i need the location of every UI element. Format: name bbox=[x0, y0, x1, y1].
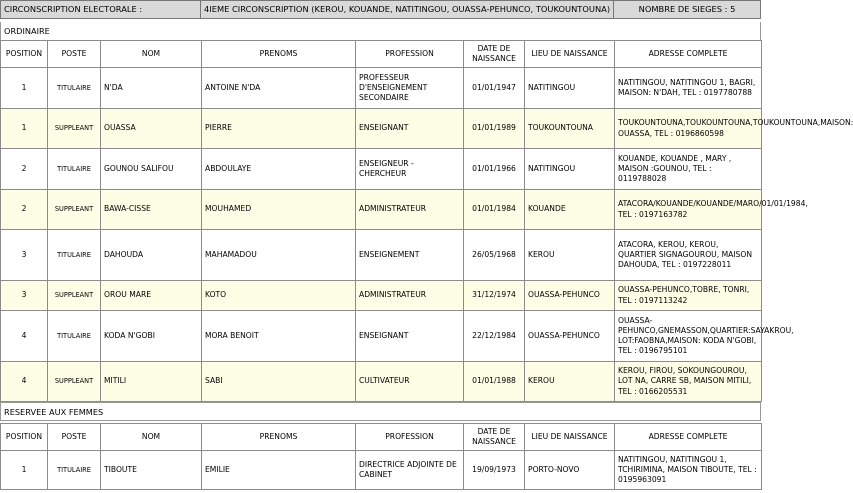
cell-poste: TITULAIRE bbox=[48, 311, 101, 362]
col-lieu: LIEU DE NAISSANCE bbox=[525, 41, 615, 68]
cell-lieu: OUASSA-PEHUNCO bbox=[525, 311, 615, 362]
table-header-row bbox=[1, 41, 762, 68]
cell-prenoms: ANTOINE N'DA bbox=[202, 68, 356, 109]
cell-profession: ENSEIGNANT bbox=[356, 109, 464, 149]
cell-poste: SUPPLEANT bbox=[48, 190, 101, 230]
cell-lieu: OUASSA-PEHUNCO bbox=[525, 281, 615, 311]
cell-profession: PROFESSEUR D'ENSEIGNEMENT SECONDAIRE bbox=[356, 68, 464, 109]
col-lieu: LIEU DE NAISSANCE bbox=[525, 424, 615, 451]
cell-date: 01/01/1947 bbox=[464, 68, 525, 109]
cell-date: 01/01/1966 bbox=[464, 149, 525, 190]
cell-nom: TIBOUTE bbox=[101, 451, 202, 490]
section-femmes: RESERVEE AUX FEMMES bbox=[0, 402, 761, 421]
cell-date: 01/01/1984 bbox=[464, 190, 525, 230]
cell-position: 3 bbox=[1, 281, 48, 311]
table-row bbox=[1, 362, 762, 402]
cell-adresse: NATITINGOU, NATITINGOU 1, TCHIRIMINA, MAISON TIBOUTE, TEL : 0195963091 bbox=[615, 451, 762, 490]
cell-nom: N'DA bbox=[101, 68, 202, 109]
cell-poste: TITULAIRE bbox=[48, 149, 101, 190]
table-row bbox=[1, 109, 762, 149]
col-profession: PROFESSION bbox=[356, 41, 464, 68]
cell-profession: DIRECTRICE ADJOINTE DE CABINET bbox=[356, 451, 464, 490]
col-adresse: ADRESSE COMPLETE bbox=[615, 424, 762, 451]
cell-adresse: NATITINGOU, NATITINGOU 1, BAGRI, MAISON: N'DAH, TEL : 0197780788 bbox=[615, 68, 762, 109]
cell-prenoms: ABDOULAYE bbox=[202, 149, 356, 190]
cell-adresse: ATACORA, KEROU, KEROU, QUARTIER SIGNAGOUROU, MAISON DAHOUDA, TEL : 0197228011 bbox=[615, 230, 762, 281]
cell-adresse: ATACORA/KOUANDE/KOUANDE/MARO/01/01/1984, TEL : 0197163782 bbox=[615, 190, 762, 230]
cell-nom: OROU MARE bbox=[101, 281, 202, 311]
cell-date: 22/12/1984 bbox=[464, 311, 525, 362]
cell-prenoms: MOUHAMED bbox=[202, 190, 356, 230]
cell-profession: ENSEIGNANT bbox=[356, 311, 464, 362]
candidates-table-femmes bbox=[0, 423, 762, 490]
cell-adresse: OUASSA-PEHUNCO,TOBRE, TONRI, TEL : 0197113242 bbox=[615, 281, 762, 311]
cell-position: 4 bbox=[1, 362, 48, 402]
col-nom: NOM bbox=[101, 424, 202, 451]
cell-adresse: TOUKOUNTOUNA,TOUKOUNTOUNA,TOUKOUNTOUNA,MAISON: OUASSA, TEL : 0196860598 bbox=[615, 109, 762, 149]
cell-lieu: TOUKOUNTOUNA bbox=[525, 109, 615, 149]
candidates-table-ordinaire bbox=[0, 40, 853, 402]
cell-profession: ENSEIGNEUR - CHERCHEUR bbox=[356, 149, 464, 190]
cell-adresse: OUASSA-PEHUNCO,GNEMASSON,QUARTIER:SAYAKROU, LOT:FAOBNA,MAISON: KODA N'GOBI, TEL : 0196795101 bbox=[615, 311, 762, 362]
cell-date: 19/09/1973 bbox=[464, 451, 525, 490]
table-row bbox=[1, 451, 762, 490]
seats-count: NOMBRE DE SIEGES : 5 bbox=[613, 0, 761, 19]
cell-position: 3 bbox=[1, 230, 48, 281]
constituency-label: CIRCONSCRIPTION ELECTORALE : bbox=[0, 0, 201, 19]
cell-prenoms: PIERRE bbox=[202, 109, 356, 149]
cell-position: 2 bbox=[1, 190, 48, 230]
cell-date: 26/05/1968 bbox=[464, 230, 525, 281]
cell-prenoms: MAHAMADOU bbox=[202, 230, 356, 281]
cell-prenoms: SABI bbox=[202, 362, 356, 402]
cell-poste: TITULAIRE bbox=[48, 68, 101, 109]
cell-lieu: KOUANDE bbox=[525, 190, 615, 230]
table-row bbox=[1, 68, 762, 109]
cell-position: 4 bbox=[1, 311, 48, 362]
header-bar bbox=[0, 0, 761, 19]
cell-adresse: KOUANDE, KOUANDE , MARY , MAISON :GOUNOU, TEL : 0119788028 bbox=[615, 149, 762, 190]
cell-date: 31/12/1974 bbox=[464, 281, 525, 311]
cell-lieu: NATITINGOU bbox=[525, 149, 615, 190]
cell-nom: BAWA-CISSE bbox=[101, 190, 202, 230]
cell-prenoms: MORA BENOIT bbox=[202, 311, 356, 362]
cell-nom: GOUNOU SALIFOU bbox=[101, 149, 202, 190]
cell-position: 2 bbox=[1, 149, 48, 190]
cell-poste: SUPPLEANT bbox=[48, 362, 101, 402]
col-poste: POSTE bbox=[48, 41, 101, 68]
cell-nom: OUASSA bbox=[101, 109, 202, 149]
col-prenoms: PRENOMS bbox=[202, 424, 356, 451]
cell-position: 1 bbox=[1, 109, 48, 149]
col-poste: POSTE bbox=[48, 424, 101, 451]
section-ordinaire: ORDINAIRE bbox=[0, 22, 761, 41]
constituency-value: 4IEME CIRCONSCRIPTION (KEROU, KOUANDE, NATITINGOU, OUASSA-PEHUNCO, TOUKOUNTOUNA) bbox=[200, 0, 614, 19]
cell-prenoms: EMILIE bbox=[202, 451, 356, 490]
cell-adresse: KEROU, FIROU, SOKOUNGOUROU, LOT NA, CARRE SB, MAISON MITILI, TEL : 0166205531 bbox=[615, 362, 762, 402]
cell-lieu: KEROU bbox=[525, 230, 615, 281]
cell-poste: TITULAIRE bbox=[48, 230, 101, 281]
table-row bbox=[1, 149, 762, 190]
table-row bbox=[1, 190, 762, 230]
cell-date: 01/01/1988 bbox=[464, 362, 525, 402]
table-row bbox=[1, 230, 762, 281]
col-nom: NOM bbox=[101, 41, 202, 68]
cell-profession: ENSEIGNEMENT bbox=[356, 230, 464, 281]
cell-position: 1 bbox=[1, 68, 48, 109]
col-date: DATE DE NAISSANCE bbox=[464, 41, 525, 68]
table-header-row bbox=[1, 424, 762, 451]
cell-date: 01/01/1989 bbox=[464, 109, 525, 149]
cell-profession: ADMINISTRATEUR bbox=[356, 281, 464, 311]
cell-profession: CULTIVATEUR bbox=[356, 362, 464, 402]
cell-lieu: PORTO-NOVO bbox=[525, 451, 615, 490]
cell-nom: KODA N'GOBI bbox=[101, 311, 202, 362]
cell-position: 1 bbox=[1, 451, 48, 490]
cell-lieu: KEROU bbox=[525, 362, 615, 402]
cell-lieu: NATITINGOU bbox=[525, 68, 615, 109]
col-adresse: ADRESSE COMPLETE bbox=[615, 41, 762, 68]
cell-poste: TITULAIRE bbox=[48, 451, 101, 490]
col-position: POSITION bbox=[1, 41, 48, 68]
cell-profession: ADMINISTRATEUR bbox=[356, 190, 464, 230]
col-prenoms: PRENOMS bbox=[202, 41, 356, 68]
col-profession: PROFESSION bbox=[356, 424, 464, 451]
cell-nom: MITILI bbox=[101, 362, 202, 402]
col-date: DATE DE NAISSANCE bbox=[464, 424, 525, 451]
table-row bbox=[1, 311, 762, 362]
cell-nom: DAHOUDA bbox=[101, 230, 202, 281]
table-row bbox=[1, 281, 762, 311]
cell-poste: SUPPLEANT bbox=[48, 109, 101, 149]
col-position: POSITION bbox=[1, 424, 48, 451]
cell-prenoms: KOTO bbox=[202, 281, 356, 311]
cell-poste: SUPPLEANT bbox=[48, 281, 101, 311]
